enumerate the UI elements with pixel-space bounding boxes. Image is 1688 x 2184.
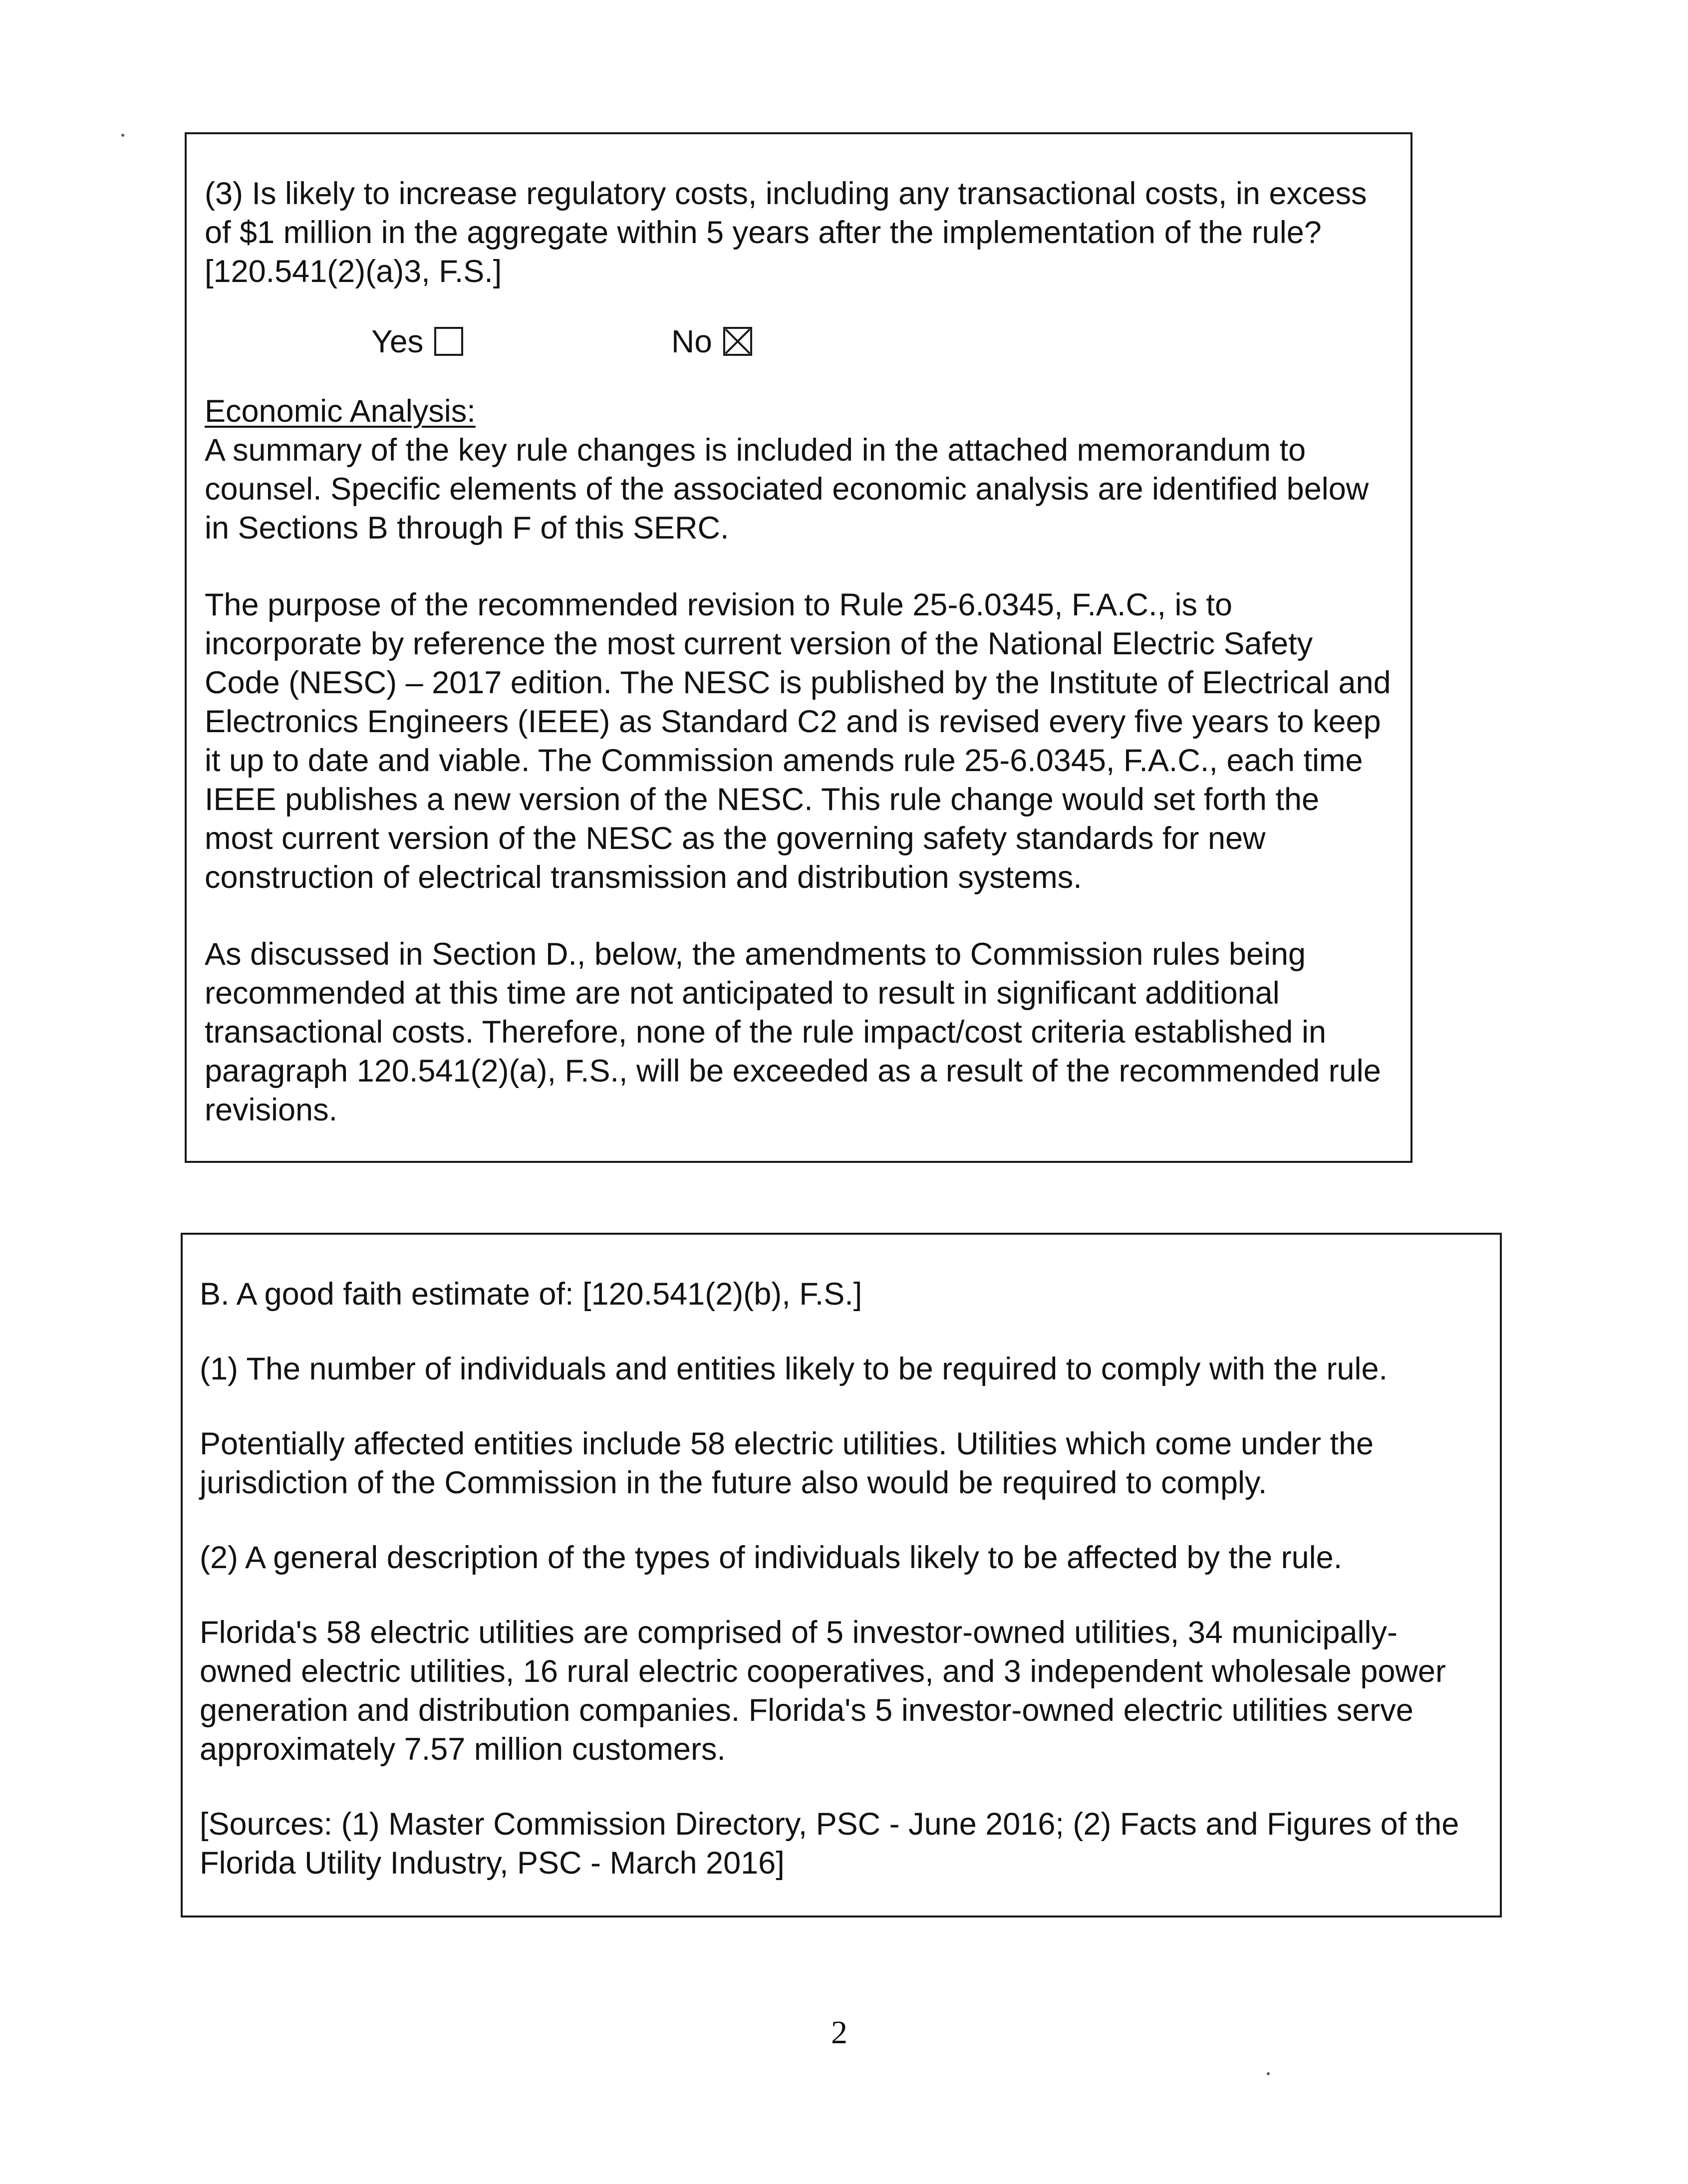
purpose-paragraph: The purpose of the recommended revision to Rule 25-6.0345, F.A.C., is to incorporate by reference the most current version of the National Electric Safety Code (NESC) – 2017 edition. The NESC is published by the Institute of Electrical and Electronics Engineers (IEEE) as Standard C2 and is revised every five years to keep it up to date and viable. The Commission amends rule 25-6.0345, F.A.C., each time IEEE publishes a new version of the NESC. This rule change would set forth the most current version of the NESC as the governing safety standards for new construction of electrical transmission and distribution systems.	[205, 587, 1391, 895]
no-label: No	[671, 323, 712, 359]
paragraph-gap	[200, 1769, 1487, 1805]
sources-text: [Sources: (1) Master Commission Directory, PSC - June 2016; (2) Facts and Figures of the Florida Utility Industry, PSC - March 2016]	[200, 1807, 1459, 1881]
economic-analysis-text: A summary of the key rule changes is included in the attached memorandum to counsel. Specific elements of the associated economic analysis are identified below in Sections B through F of this SERC.	[205, 433, 1369, 546]
paragraph-gap	[200, 1388, 1487, 1424]
yes-label: Yes	[371, 323, 424, 359]
yes-option[interactable]	[371, 322, 463, 361]
section-b-box	[181, 1233, 1502, 1917]
section-a-box	[185, 132, 1412, 1163]
section-b-content	[200, 1275, 1487, 1883]
item-1-question: (1) The number of individuals and entities likely to be required to comply with the rule.	[200, 1352, 1388, 1386]
no-checkbox[interactable]	[723, 327, 752, 356]
scan-speck	[121, 134, 124, 137]
scan-speck	[1267, 2072, 1270, 2075]
section-a-content	[205, 174, 1393, 1129]
section-b-heading: B. A good faith estimate of: [120.541(2)(b), F.S.]	[200, 1277, 862, 1312]
item-1-answer: Potentially affected entities include 58 electric utilities. Utilities which come under the jurisdiction of the Commission in the future also would be required to comply.	[200, 1426, 1374, 1500]
item-2-answer: Florida's 58 electric utilities are comprised of 5 investor-owned utilities, 34 municipally-owned electric utilities, 16 rural electric cooperatives, and 3 independent wholesale power generation and distribution companies. Florida's 5 investor-owned electric utilities serve approximately 7.57 million customers.	[200, 1615, 1446, 1767]
discussion-paragraph: As discussed in Section D., below, the amendments to Commission rules being recommended at this time are not anticipated to result in significant additional transactional costs. Therefore, none of the rule impact/cost criteria established in paragraph 120.541(2)(a), F.S., will be exceeded as a result of the recommended rule revisions.	[205, 937, 1381, 1127]
paragraph-gap	[200, 1314, 1487, 1350]
paragraph-gap	[200, 1502, 1487, 1538]
no-option[interactable]	[671, 322, 752, 361]
yes-no-choice	[205, 322, 1393, 392]
economic-analysis-heading: Economic Analysis:	[205, 394, 476, 429]
item-2-question: (2) A general description of the types of individuals likely to be affected by the rule.	[200, 1540, 1343, 1575]
paragraph-gap	[205, 897, 1393, 935]
paragraph-gap	[205, 547, 1393, 585]
paragraph-gap	[200, 1577, 1487, 1613]
yes-checkbox[interactable]	[434, 327, 463, 356]
question-3: (3) Is likely to increase regulatory costs, including any transactional costs, in excess of $1 million in the aggregate within 5 years after the implementation of the rule? [120.541(2)(a)3, F.S.]	[205, 176, 1367, 289]
page-number: 2	[831, 2014, 847, 2051]
